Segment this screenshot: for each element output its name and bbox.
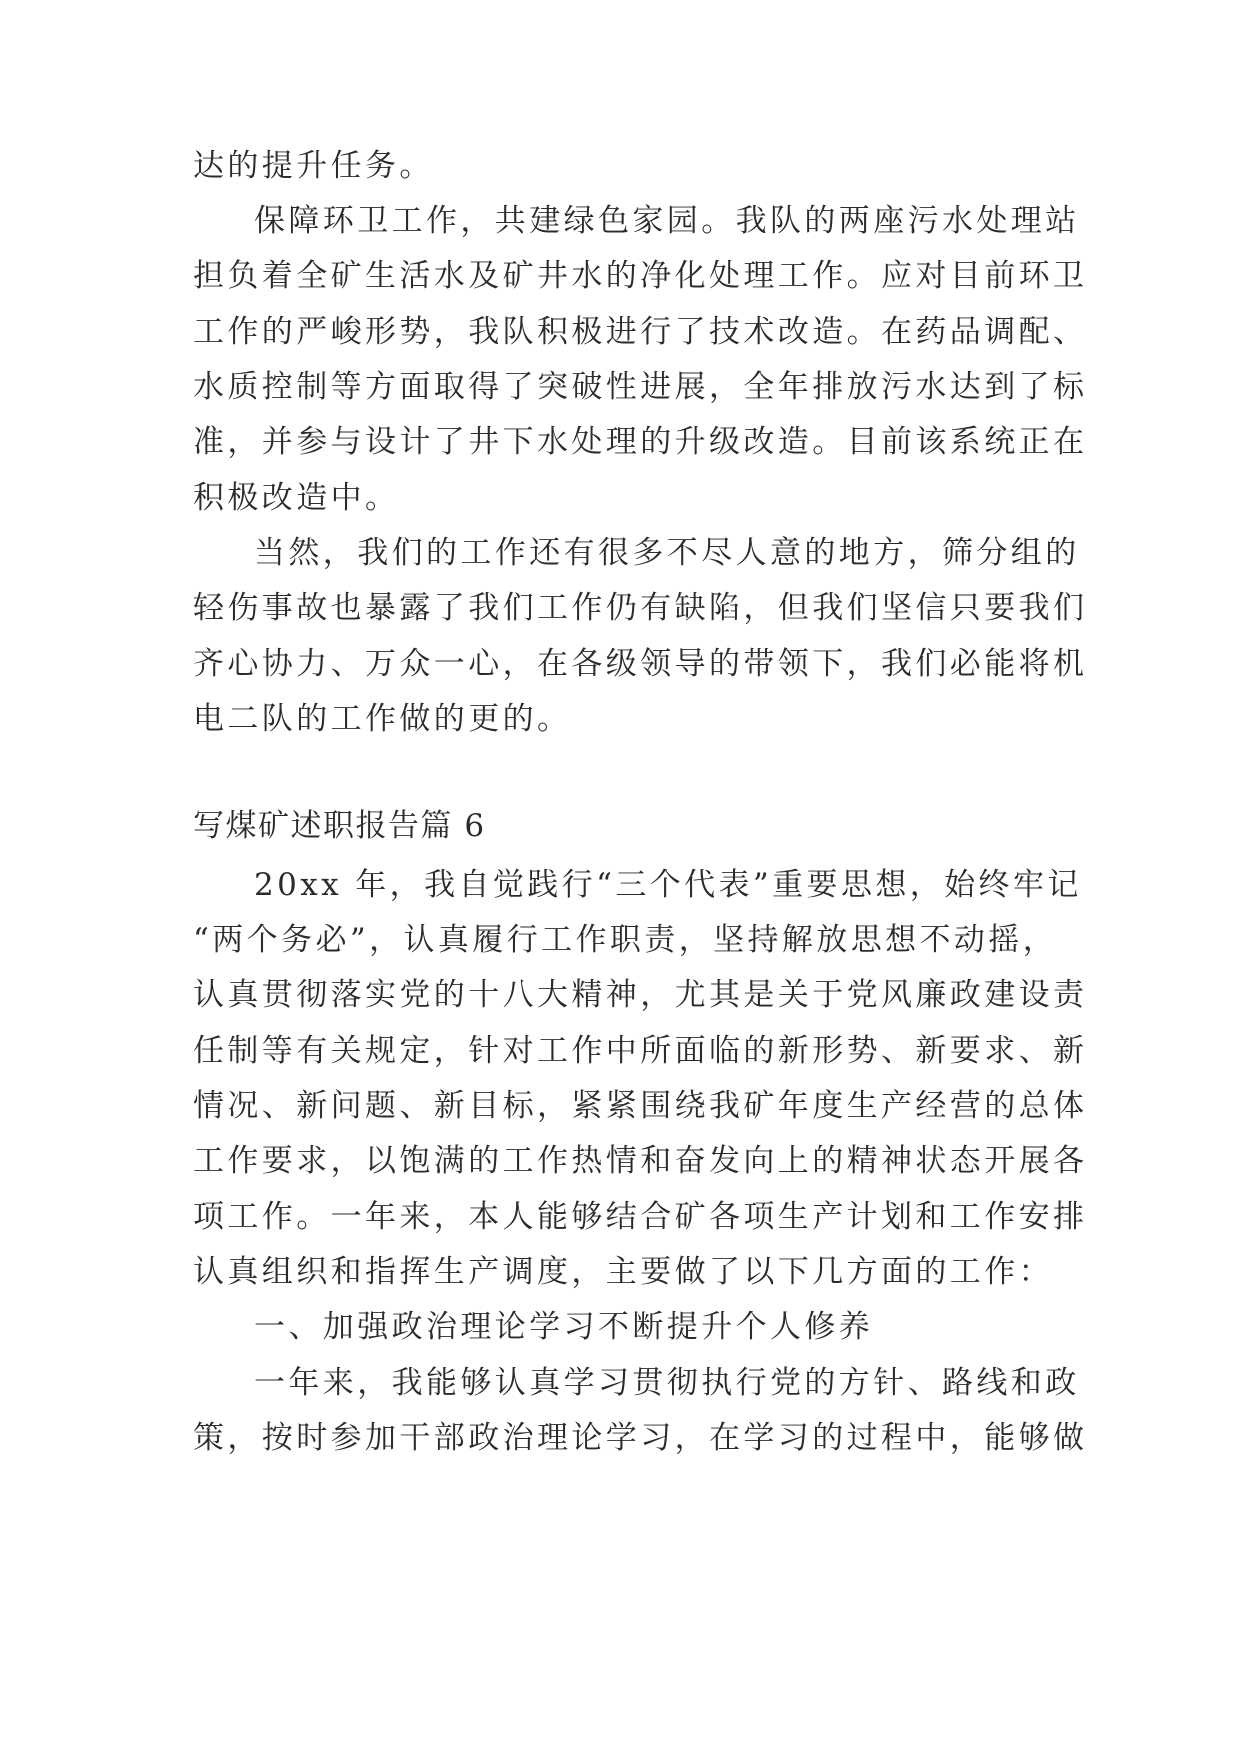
paragraph-line: 工作的严峻形势，我队积极进行了技术改造。在药品调配、 — [193, 314, 1088, 350]
paragraph-line: 20xx 年，我自觉践行“三个代表”重要思想，始终牢记 — [254, 867, 1082, 903]
paragraph-line: 准，并参与设计了井下水处理的升级改造。目前该系统正在 — [193, 424, 1088, 460]
paragraph-line: 水质控制等方面取得了突破性进展，全年排放污水达到了标 — [193, 369, 1088, 405]
paragraph-line: 认真组织和指挥生产调度，主要做了以下几方面的工作： — [193, 1254, 1053, 1290]
paragraph-line: 任制等有关规定，针对工作中所面临的新形势、新要求、新 — [193, 1033, 1088, 1069]
paragraph-line: 电二队的工作做的更的。 — [193, 701, 572, 737]
section-heading: 写煤矿述职报告篇 6 — [193, 808, 486, 844]
subheading-line: 一、加强政治理论学习不断提升个人修养 — [254, 1309, 874, 1345]
paragraph-line: 担负着全矿生活水及矿井水的净化处理工作。应对目前环卫 — [193, 258, 1088, 294]
paragraph-line: 一年来，我能够认真学习贯彻执行党的方针、路线和政 — [254, 1365, 1080, 1401]
paragraph-line: 工作要求，以饱满的工作热情和奋发向上的精神状态开展各 — [193, 1143, 1088, 1179]
paragraph-line: 积极改造中。 — [193, 480, 400, 516]
paragraph-line: 情况、新问题、新目标，紧紧围绕我矿年度生产经营的总体 — [193, 1088, 1088, 1124]
paragraph-line: 策，按时参加干部政治理论学习，在学习的过程中，能够做 — [193, 1420, 1088, 1456]
paragraph-line: 认真贯彻落实党的十八大精神，尤其是关于党风廉政建设责 — [193, 977, 1088, 1013]
paragraph-line: “两个务必”，认真履行工作职责，坚持解放思想不动摇， — [193, 922, 1058, 958]
paragraph-line: 轻伤事故也暴露了我们工作仍有缺陷，但我们坚信只要我们 — [193, 590, 1088, 626]
paragraph-line: 项工作。一年来，本人能够结合矿各项生产计划和工作安排 — [193, 1199, 1088, 1235]
paragraph-line: 保障环卫工作，共建绿色家园。我队的两座污水处理站 — [254, 203, 1080, 239]
paragraph-line: 达的提升任务。 — [193, 148, 434, 184]
paragraph-line: 齐心协力、万众一心，在各级领导的带领下，我们必能将机 — [193, 646, 1088, 682]
paragraph-line: 当然，我们的工作还有很多不尽人意的地方，筛分组的 — [254, 535, 1080, 571]
